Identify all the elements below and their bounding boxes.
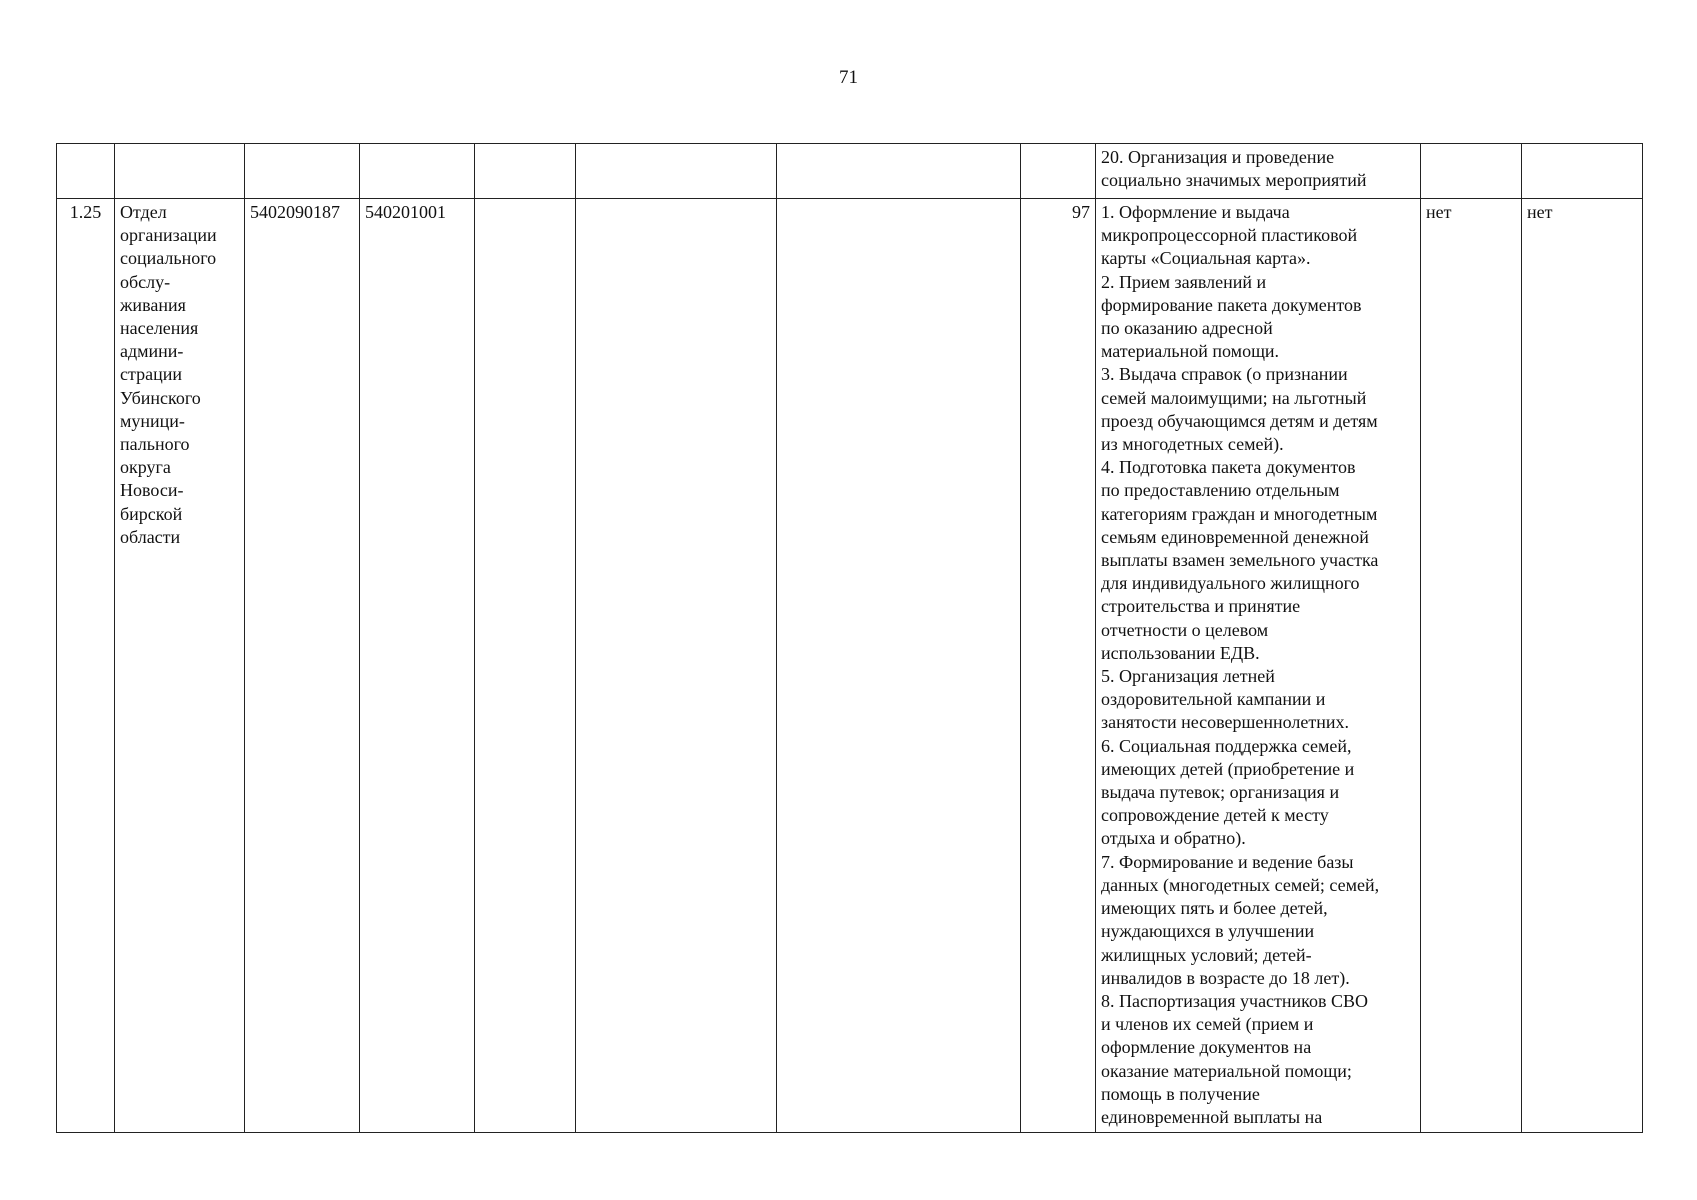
cell-col7 — [777, 199, 1021, 1133]
cell-col5 — [475, 144, 576, 199]
organization-name-line: округа — [120, 457, 171, 478]
cell-num — [57, 144, 115, 199]
service-line: единовременной выплаты на — [1101, 1106, 1323, 1127]
service-line: 3. Выдача справок (о признании — [1101, 364, 1348, 385]
service-line: выдача путевок; организация и — [1101, 782, 1340, 803]
cell-num: 1.25 — [57, 199, 115, 1133]
cell-inn — [245, 144, 360, 199]
service-line: формирование пакета документов — [1101, 294, 1362, 315]
service-line: данных (многодетных семей; семей, — [1101, 874, 1380, 895]
organization-name-line: Убинского — [120, 387, 201, 408]
service-line: карты «Социальная карта». — [1101, 248, 1311, 269]
service-line: имеющих детей (приобретение и — [1101, 758, 1355, 779]
service-line: микропроцессорной пластиковой — [1101, 225, 1358, 246]
service-line: 6. Социальная поддержка семей, — [1101, 735, 1352, 756]
service-line: отдыха и обратно). — [1101, 828, 1246, 849]
organization-name-line: области — [120, 526, 181, 547]
organization-name-line: социального — [120, 248, 217, 269]
cell-name — [115, 144, 245, 199]
service-line: выплаты взамен земельного участка — [1101, 550, 1379, 571]
service-line: семьям единовременной денежной — [1101, 526, 1369, 547]
service-line: 5. Организация летней — [1101, 666, 1275, 687]
cell-services — [1096, 144, 1421, 199]
service-line: использовании ЕДВ. — [1101, 642, 1260, 663]
cell-col5 — [475, 199, 576, 1133]
organization-name-line: админи- — [120, 341, 184, 362]
cell-col6 — [576, 144, 777, 199]
service-line: сопровождение детей к месту — [1101, 805, 1329, 826]
service-line: инвалидов в возрасте до 18 лет). — [1101, 967, 1350, 988]
organization-name-line: Отдел — [120, 202, 167, 222]
service-line: оказание материальной помощи; — [1101, 1060, 1352, 1081]
service-line: оформление документов на — [1101, 1037, 1312, 1058]
organization-name-line: живания — [120, 294, 186, 315]
service-line: имеющих пять и более детей, — [1101, 898, 1328, 919]
organization-name-line: населения — [120, 318, 199, 339]
table-row-1-25 — [57, 199, 1643, 1133]
cell-services — [1096, 199, 1421, 1133]
organization-name-line: бирской — [120, 503, 183, 524]
organization-name-line: обслу- — [120, 271, 171, 292]
cell-organization-name — [115, 199, 245, 1133]
service-line: для индивидуального жилищного — [1101, 573, 1360, 594]
cell-inn: 5402090187 — [245, 199, 360, 1133]
service-line: 20. Организация и проведение — [1101, 147, 1335, 167]
service-line: 8. Паспортизация участников СВО — [1101, 990, 1369, 1011]
cell-col11 — [1522, 144, 1643, 199]
service-line: и членов их семей (прием и — [1101, 1014, 1314, 1035]
service-line: 7. Формирование и ведение базы — [1101, 851, 1354, 872]
cell-count: 97 — [1021, 199, 1096, 1133]
cell-col10: нет — [1421, 199, 1522, 1133]
cell-col7 — [777, 144, 1021, 199]
cell-col10 — [1421, 144, 1522, 199]
service-line: 1. Оформление и выдача — [1101, 202, 1290, 222]
service-line: 4. Подготовка пакета документов — [1101, 457, 1356, 478]
cell-kpp: 540201001 — [360, 199, 475, 1133]
service-line: семей малоимущими; на льготный — [1101, 387, 1367, 408]
service-line: из многодетных семей). — [1101, 434, 1284, 455]
organization-name-line: муници- — [120, 410, 185, 431]
organization-name-line: страции — [120, 364, 182, 385]
service-line: оздоровительной кампании и — [1101, 689, 1326, 710]
cell-col11: нет — [1522, 199, 1643, 1133]
service-line: проезд обучающимся детям и детям — [1101, 410, 1378, 431]
service-line: социально значимых мероприятий — [1101, 170, 1367, 191]
service-line: помощь в получение — [1101, 1083, 1260, 1104]
table-row-continuation — [57, 144, 1643, 199]
service-line: категориям граждан и многодетным — [1101, 503, 1378, 524]
cell-kpp — [360, 144, 475, 199]
service-line: по предоставлению отдельным — [1101, 480, 1340, 501]
service-line: занятости несовершеннолетних. — [1101, 712, 1350, 733]
cell-col6 — [576, 199, 777, 1133]
cell-count — [1021, 144, 1096, 199]
service-line: жилищных условий; детей- — [1101, 944, 1312, 965]
service-line: строительства и принятие — [1101, 596, 1301, 617]
service-line: 2. Прием заявлений и — [1101, 271, 1267, 292]
organizations-table — [56, 143, 1643, 1133]
organization-name-line: организации — [120, 225, 217, 246]
service-line: нуждающихся в улучшении — [1101, 921, 1315, 942]
page-number: 71 — [839, 67, 858, 88]
service-line: отчетности о целевом — [1101, 619, 1269, 640]
service-line: материальной помощи. — [1101, 341, 1280, 362]
service-line: по оказанию адресной — [1101, 318, 1273, 339]
organization-name-line: Новоси- — [120, 480, 184, 501]
organization-name-line: пального — [120, 434, 190, 455]
